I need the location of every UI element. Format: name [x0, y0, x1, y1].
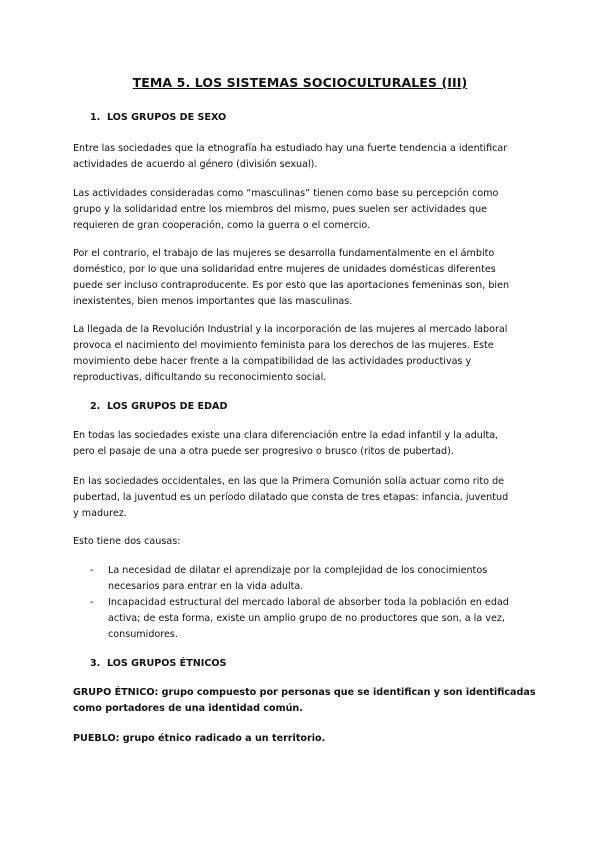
- list-item-line: activa; de esta forma, existe un amplio grupo de no productores que son, a la vez,: [108, 613, 505, 624]
- definition-grupo-etnico: [73, 685, 536, 717]
- paragraph-line: requieren de gran cooperación, como la guerra o el comercio.: [73, 220, 371, 231]
- paragraph-line: y madurez.: [73, 508, 127, 519]
- paragraph: [73, 186, 533, 234]
- paragraph-line: pero el pasaje de una a otra puede ser progresivo o brusco (ritos de pubertad).: [73, 446, 454, 457]
- paragraph: [73, 246, 533, 310]
- paragraph-line: Las actividades consideradas como “masculinas” tienen como base su percepción como: [73, 188, 499, 199]
- paragraph-line: Por el contrario, el trabajo de las mujeres se desarrolla fundamentalmente en el ámbito: [73, 248, 495, 259]
- section-number: 2.: [90, 401, 101, 412]
- list-item-line: La necesidad de dilatar el aprendizaje por la complejidad de los conocimientos: [108, 565, 488, 576]
- paragraph-line: GRUPO ÉTNICO: grupo compuesto por personas que se identifican y son identificadas: [73, 687, 536, 698]
- paragraph: [73, 141, 533, 173]
- paragraph: [73, 428, 533, 460]
- causes-list: [90, 563, 540, 643]
- paragraph-line: pubertad, la juventud es un período dilatado que consta de tres etapas: infancia, juventud: [73, 492, 509, 503]
- paragraph-line: Entre las sociedades que la etnografía ha estudiado hay una fuerte tendencia a identificar: [73, 143, 508, 154]
- paragraph-line: como portadores de una identidad común.: [73, 703, 303, 714]
- paragraph-line: reproductivas, dificultando su reconocimiento social.: [73, 372, 327, 383]
- paragraph: [73, 534, 533, 550]
- paragraph-line: provoca el nacimiento del movimiento feminista para los derechos de las mujeres. Este: [73, 340, 494, 351]
- paragraph-line: doméstico, por lo que una solidaridad entre mujeres de unidades domésticas diferentes: [73, 264, 496, 275]
- paragraph-line: actividades de acuerdo al género (división sexual).: [73, 159, 318, 170]
- section-number: 3.: [90, 658, 101, 669]
- definition-pueblo: [73, 731, 533, 747]
- section-heading-text: LOS GRUPOS DE SEXO: [107, 112, 227, 123]
- paragraph: [73, 474, 533, 522]
- paragraph-line: Esto tiene dos causas:: [73, 536, 181, 547]
- section-heading-text: LOS GRUPOS ÉTNICOS: [107, 658, 227, 669]
- paragraph-line: PUEBLO: grupo étnico radicado a un territorio.: [73, 733, 326, 744]
- paragraph-line: grupo y la solidaridad entre los miembros del mismo, pues suelen ser actividades que: [73, 204, 488, 215]
- list-dash: -: [90, 597, 94, 608]
- list-item-line: necesarios para entrar en la vida adulta.: [108, 581, 304, 592]
- paragraph-line: movimiento debe hacer frente a la compatibilidad de las actividades productivas y: [73, 356, 472, 367]
- list-dash: -: [90, 565, 94, 576]
- section-heading-sexo: [90, 112, 226, 123]
- paragraph-line: En las sociedades occidentales, en las que la Primera Comunión solía actuar como rito de: [73, 476, 505, 487]
- list-item-line: Incapacidad estructural del mercado laboral de absorber toda la población en edad: [108, 597, 509, 608]
- paragraph-line: puede ser incluso contraproducente. Es por esto que las aportaciones femeninas son, bien: [73, 280, 510, 291]
- paragraph-line: La llegada de la Revolución Industrial y la incorporación de las mujeres al mercado laboral: [73, 324, 508, 335]
- list-item: [90, 563, 540, 595]
- paragraph: [73, 322, 533, 386]
- section-heading-text: LOS GRUPOS DE EDAD: [107, 401, 228, 412]
- list-item-line: consumidores.: [108, 629, 178, 640]
- section-number: 1.: [90, 112, 101, 123]
- section-heading-etnicos: [90, 658, 226, 669]
- paragraph-line: En todas las sociedades existe una clara diferenciación entre la edad infantil y la adulta,: [73, 430, 499, 441]
- page-title: TEMA 5. LOS SISTEMAS SOCIOCULTURALES (III): [132, 75, 468, 90]
- list-item: [90, 595, 540, 643]
- paragraph-line: inexistentes, bien menos importantes que las masculinas.: [73, 296, 353, 307]
- section-heading-edad: [90, 401, 227, 412]
